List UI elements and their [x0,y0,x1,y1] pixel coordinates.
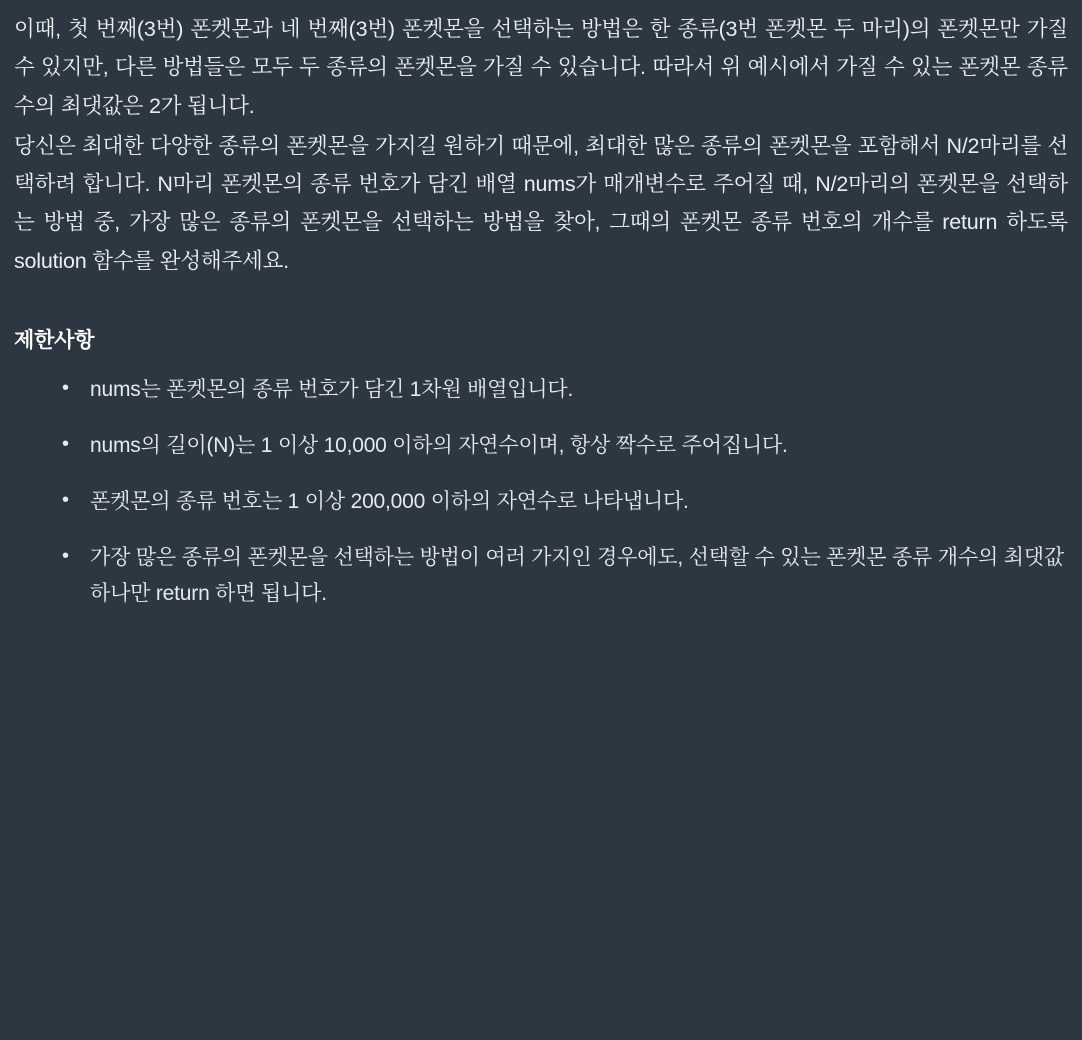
constraints-list [14,372,1068,613]
list-item: • nums는 폰켓몬의 종류 번호가 담긴 1차원 배열입니다. [86,372,1068,408]
description-paragraph-2: 당신은 최대한 다양한 종류의 폰켓몬을 가지길 원하기 때문에, 최대한 많은 종류의 폰켓몬을 포함해서 N/2마리를 선택하려 합니다. N마리 폰켓몬의 종류 번호가 담긴 배열 nums가 매개변수로 주어질 때, N/2마리의 폰켓몬을 선택하는 방법 중, 가장 많은 종류의 폰켓몬을 선택하는 방법을 찾아, 그때의 폰켓몬 종류 번호의 개수를 return 하도록 solution 함수를 완성해주세요. [14,133,1068,273]
list-item: • 가장 많은 종류의 폰켓몬을 선택하는 방법이 여러 가지인 경우에도, 선택할 수 있는 폰켓몬 종류 개수의 최댓값 하나만 return 하면 됩니다. [86,540,1068,612]
list-item: • 폰켓몬의 종류 번호는 1 이상 200,000 이하의 자연수로 나타냅니다. [86,484,1068,520]
description-paragraph-1: 이때, 첫 번째(3번) 폰켓몬과 네 번째(3번) 폰켓몬을 선택하는 방법은 한 종류(3번 폰켓몬 두 마리)의 폰켓몬만 가질 수 있지만, 다른 방법들은 모두 두 종류의 폰켓몬을 가질 수 있습니다. 따라서 위 예시에서 가질 수 있는 폰켓몬 종류 수의 최댓값은 2가 됩니다. [14,17,1068,118]
bottom-spacer [14,632,1068,672]
list-item: • nums의 길이(N)는 1 이상 10,000 이하의 자연수이며, 항상 짝수로 주어집니다. [86,428,1068,464]
constraints-heading: 제한사항 [14,328,95,352]
